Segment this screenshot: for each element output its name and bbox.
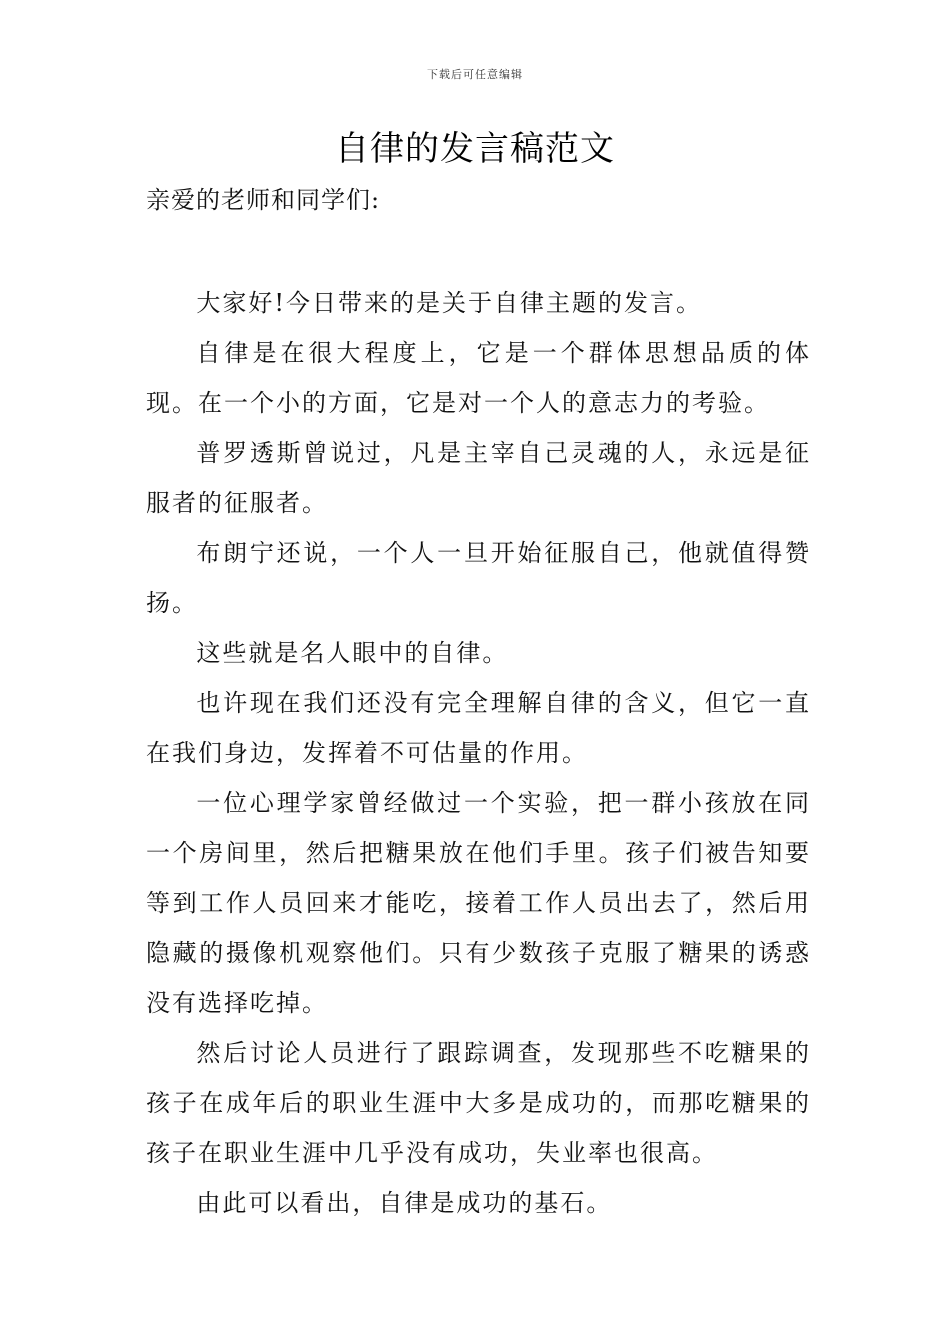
document-title: 自律的发言稿范文 xyxy=(335,129,615,169)
paragraph: 由此可以看出，自律是成功的基石。 xyxy=(196,1189,613,1217)
paragraph: 自律是在很大程度上，它是一个群体思想品质的体现。在一个小的方面，它是对一个人的意志力的考验。 xyxy=(146,339,811,417)
paragraph: 大家好!今日带来的是关于自律主题的发言。 xyxy=(196,289,703,317)
paragraph: 普罗透斯曾说过，凡是主宰自己灵魂的人，永远是征服者的征服者。 xyxy=(146,439,811,517)
paragraph: 这些就是名人眼中的自律。 xyxy=(196,639,509,667)
header-note: 下载后可任意编辑 xyxy=(427,68,523,81)
greeting: 亲爱的老师和同学们: xyxy=(146,186,381,214)
paragraph: 也许现在我们还没有完全理解自律的含义，但它一直在我们身边，发挥着不可估量的作用。 xyxy=(146,689,811,767)
paragraph: 布朗宁还说，一个人一旦开始征服自己，他就值得赞扬。 xyxy=(146,539,811,617)
paragraph: 一位心理学家曾经做过一个实验，把一群小孩放在同一个房间里，然后把糖果放在他们手里。孩子们被告知要等到工作人员回来才能吃，接着工作人员出去了，然后用隐藏的摄像机观察他们。只有少数孩子克服了糖果的诱惑没有选择吃掉。 xyxy=(146,789,811,1017)
paragraph: 然后讨论人员进行了跟踪调查，发现那些不吃糖果的孩子在成年后的职业生涯中大多是成功的，而那吃糖果的孩子在职业生涯中几乎没有成功，失业率也很高。 xyxy=(146,1039,811,1167)
document-body xyxy=(146,278,811,1228)
